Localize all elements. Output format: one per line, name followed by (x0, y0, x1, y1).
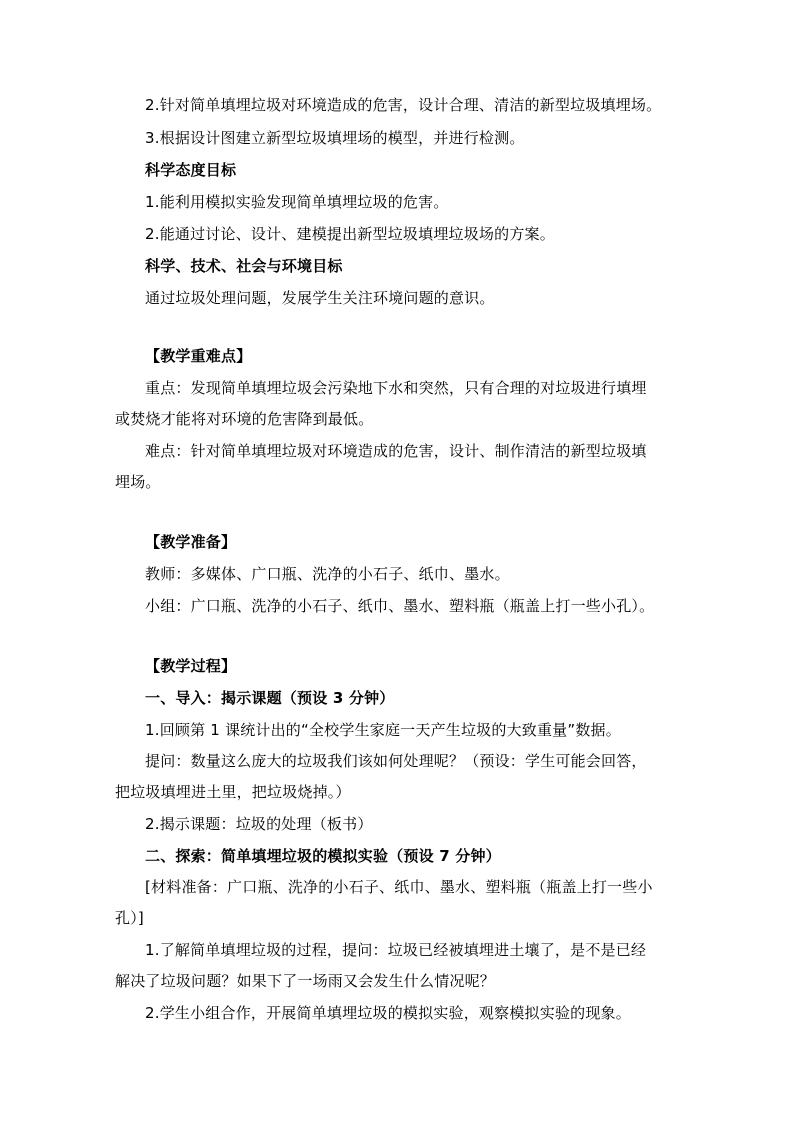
section-two-heading: 二、探索：简单填埋垃圾的模拟实验（预设 7 分钟） (145, 847, 501, 865)
objective-line-3: 3.根据设计图建立新型垃圾填埋场的模型，并进行检测。 (145, 129, 525, 147)
section-one-line-2: 2.揭示课题：垃圾的处理（板书） (145, 815, 373, 833)
difficulty-line-1: 难点：针对简单填埋垃圾对环境造成的危害，设计、制作清洁的新型垃圾填 (145, 442, 647, 460)
section-two-line-2: 2.学生小组合作，开展简单填埋垃圾的模拟实验，观察模拟实验的现象。 (145, 1004, 631, 1022)
heading-science-attitude: 科学态度目标 (145, 161, 237, 179)
heading-process: 【教学过程】 (145, 657, 237, 675)
section-one-line-1: 1.回顾第 1 课统计出的“全校学生家庭一天产生垃圾的大致重量”数据。 (145, 721, 621, 739)
materials-line-1: [材料准备：广口瓶、洗净的小石子、纸巾、墨水、塑料瓶（瓶盖上打一些小 (145, 878, 653, 896)
materials-line-2: 孔）] (115, 909, 144, 927)
heading-key-points: 【教学重难点】 (145, 347, 252, 365)
objective-line-2: 2.针对简单填埋垃圾对环境造成的危害，设计合理、清洁的新型垃圾填埋场。 (145, 96, 662, 114)
attitude-line-1: 1.能利用模拟实验发现简单填埋垃圾的危害。 (145, 193, 449, 211)
heading-stse: 科学、技术、社会与环境目标 (145, 257, 343, 275)
section-one-question-1: 提问：数量这么庞大的垃圾我们该如何处理呢？（预设：学生可能会回答， (145, 752, 647, 770)
stse-line: 通过垃圾处理问题，发展学生关注环境问题的意识。 (145, 289, 495, 307)
section-two-line-1a: 1.了解简单填埋垃圾的过程，提问：垃圾已经被填埋进土壤了，是不是已经 (145, 941, 647, 959)
section-one-question-2: 把垃圾填埋进土里，把垃圾烧掉。） (115, 783, 351, 801)
section-one-heading: 一、导入：揭示课题（预设 3 分钟） (145, 689, 395, 707)
heading-preparation: 【教学准备】 (145, 533, 237, 551)
key-point-line-2: 或焚烧才能将对环境的危害降到最低。 (115, 410, 374, 428)
difficulty-line-2: 埋场。 (115, 473, 161, 491)
attitude-line-2: 2.能通过讨论、设计、建模提出新型垃圾填埋垃圾场的方案。 (145, 225, 555, 243)
section-two-line-1b: 解决了垃圾问题？如果下了一场雨又会发生什么情况呢？ (115, 972, 496, 990)
preparation-group: 小组：广口瓶、洗净的小石子、纸巾、墨水、塑料瓶（瓶盖上打一些小孔）。 (145, 597, 655, 615)
key-point-line-1: 重点：发现简单填埋垃圾会污染地下水和突然，只有合理的对垃圾进行填埋 (145, 379, 647, 397)
preparation-teacher: 教师：多媒体、广口瓶、洗净的小石子、纸巾、墨水。 (145, 565, 510, 583)
